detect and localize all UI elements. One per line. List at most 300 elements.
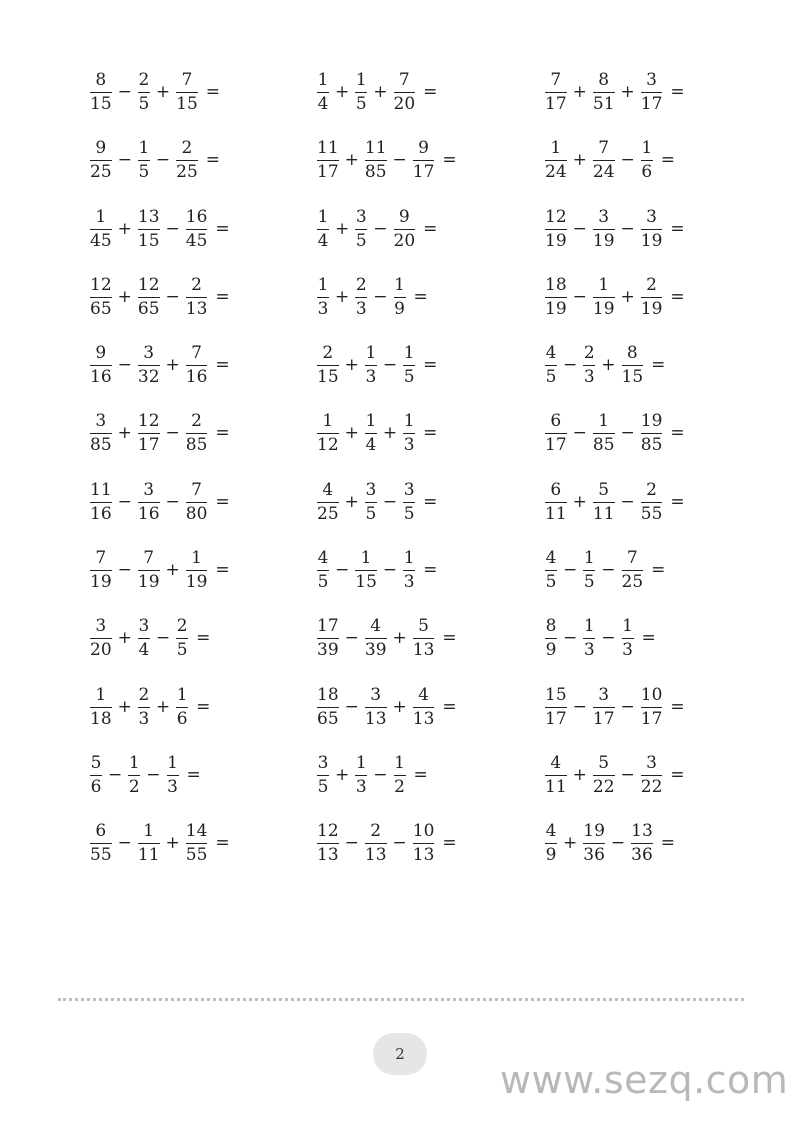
problem: [543, 684, 685, 729]
denominator: 65: [317, 708, 339, 729]
operator: +: [392, 696, 407, 717]
operator: −: [620, 491, 635, 512]
operator: −: [563, 355, 578, 376]
numerator: 1: [622, 616, 633, 637]
equals-sign: =: [442, 150, 457, 171]
denominator: 17: [545, 435, 567, 456]
problem: [88, 479, 230, 524]
operator: +: [572, 82, 587, 102]
fraction: [315, 140, 341, 181]
operator: −: [146, 764, 161, 785]
fraction: [184, 479, 210, 524]
numerator: 9: [95, 138, 107, 159]
problem: [315, 345, 437, 386]
fraction: [353, 72, 369, 113]
fraction: [639, 479, 665, 524]
numerator: 12: [545, 206, 567, 227]
equals-sign: =: [423, 423, 438, 444]
numerator: 8: [95, 70, 107, 90]
equals-sign: =: [670, 696, 685, 717]
denominator: 55: [185, 845, 208, 866]
operator: −: [117, 82, 132, 102]
numerator: 1: [191, 548, 202, 569]
denominator: 39: [317, 640, 339, 661]
fraction: [411, 684, 437, 729]
problem: [315, 823, 457, 864]
fraction: [174, 684, 190, 729]
denominator: 85: [185, 435, 208, 456]
denominator: 13: [412, 708, 435, 729]
denominator: 45: [185, 230, 208, 251]
equals-sign: =: [215, 491, 230, 512]
problem: [315, 479, 438, 524]
operator: −: [165, 286, 180, 307]
fraction: [174, 140, 200, 181]
fraction: [315, 413, 341, 454]
operator: −: [117, 355, 132, 376]
equals-sign: =: [186, 764, 201, 785]
equals-sign: =: [215, 218, 230, 239]
denominator: 25: [176, 162, 198, 183]
numerator: 19: [640, 411, 663, 432]
numerator: 7: [95, 548, 107, 569]
numerator: 5: [418, 616, 429, 637]
numerator: 1: [138, 138, 150, 159]
numerator: 5: [598, 752, 610, 773]
equals-sign: =: [423, 560, 438, 581]
fraction: [639, 752, 665, 797]
numerator: 2: [370, 821, 382, 842]
problem: [543, 479, 685, 524]
equals-sign: =: [670, 286, 685, 307]
denominator: 19: [185, 572, 208, 593]
numerator: 2: [646, 479, 657, 500]
denominator: 32: [137, 367, 160, 388]
fraction: [411, 140, 437, 181]
fraction: [639, 72, 665, 113]
fraction: [363, 823, 389, 864]
problem: [543, 72, 685, 113]
fraction: [136, 140, 152, 181]
fraction: [591, 206, 617, 251]
operator: −: [108, 764, 123, 785]
numerator: 13: [631, 821, 653, 842]
operator: +: [117, 423, 132, 444]
fraction: [401, 413, 417, 454]
equals-sign: =: [215, 833, 230, 854]
numerator: 5: [90, 752, 102, 773]
fraction: [543, 684, 569, 729]
fraction: [401, 345, 417, 386]
operator: +: [572, 150, 587, 171]
operator: −: [117, 150, 132, 171]
fraction: [543, 823, 559, 864]
fraction: [88, 72, 114, 113]
operator: +: [117, 696, 132, 717]
denominator: 18: [90, 708, 112, 729]
denominator: 3: [403, 572, 415, 593]
equals-sign: =: [423, 491, 438, 512]
fraction: [591, 684, 617, 729]
fraction: [88, 618, 114, 659]
problem-row: [0, 132, 800, 200]
fraction: [543, 72, 569, 113]
numerator: 6: [95, 821, 107, 842]
operator: −: [620, 150, 635, 171]
operator: +: [572, 491, 587, 512]
denominator: 17: [317, 162, 339, 183]
numerator: 7: [626, 548, 638, 569]
equals-sign: =: [413, 286, 428, 307]
problem: [315, 274, 428, 319]
numerator: 6: [550, 411, 562, 432]
equals-sign: =: [215, 355, 230, 376]
numerator: 2: [355, 274, 367, 295]
fraction: [591, 413, 617, 454]
equals-sign: =: [641, 628, 656, 649]
equals-sign: =: [196, 696, 211, 717]
operator: +: [335, 764, 350, 785]
problem: [88, 274, 230, 319]
fraction: [581, 618, 597, 659]
numerator: 9: [95, 343, 107, 364]
numerator: 7: [398, 70, 410, 90]
denominator: 19: [592, 230, 615, 251]
denominator: 9: [394, 298, 405, 319]
operator: −: [382, 355, 398, 376]
denominator: 4: [317, 94, 329, 114]
denominator: 5: [403, 503, 415, 524]
problem: [88, 206, 230, 251]
problem: [543, 274, 685, 319]
numerator: 1: [95, 684, 107, 705]
operator: +: [344, 491, 359, 512]
fraction: [401, 479, 417, 524]
denominator: 5: [583, 572, 595, 593]
problem: [315, 752, 428, 797]
numerator: 1: [95, 206, 107, 227]
numerator: 10: [412, 821, 435, 842]
operator: +: [344, 355, 359, 376]
denominator: 15: [90, 94, 112, 114]
operator: +: [335, 286, 350, 307]
numerator: 2: [646, 274, 657, 295]
denominator: 13: [185, 298, 208, 319]
operator: −: [572, 218, 587, 239]
fraction: [620, 618, 636, 659]
numerator: 11: [317, 138, 339, 159]
operator: −: [620, 764, 635, 785]
fraction: [411, 823, 437, 864]
denominator: 3: [138, 708, 150, 729]
numerator: 2: [138, 684, 150, 705]
numerator: 1: [365, 343, 377, 364]
fraction: [353, 752, 369, 797]
problem-row: [0, 815, 800, 883]
problem: [88, 684, 211, 729]
numerator: 1: [360, 548, 372, 569]
problem: [88, 72, 220, 113]
denominator: 3: [365, 367, 377, 388]
problem-row: [0, 269, 800, 337]
equals-sign: =: [413, 764, 428, 785]
fraction: [639, 274, 665, 319]
numerator: 17: [317, 616, 339, 637]
operator: −: [563, 560, 578, 581]
fraction: [88, 413, 114, 454]
fraction: [88, 479, 114, 524]
fraction: [88, 550, 114, 591]
numerator: 8: [626, 343, 638, 364]
equals-sign: =: [670, 218, 685, 239]
denominator: 85: [90, 435, 112, 456]
denominator: 5: [545, 572, 557, 593]
denominator: 19: [137, 572, 160, 593]
denominator: 11: [137, 845, 160, 866]
numerator: 2: [322, 343, 334, 364]
numerator: 1: [355, 70, 367, 90]
numerator: 8: [545, 616, 557, 637]
problem: [88, 550, 230, 591]
fraction: [591, 274, 617, 319]
equals-sign: =: [651, 355, 666, 376]
fraction: [639, 684, 665, 729]
problem: [315, 206, 438, 251]
fraction: [581, 823, 607, 864]
equals-sign: =: [205, 150, 221, 171]
numerator: 7: [181, 70, 193, 90]
fraction: [591, 479, 617, 524]
numerator: 1: [167, 752, 178, 773]
denominator: 17: [545, 94, 567, 114]
operator: −: [572, 696, 587, 717]
operator: −: [620, 423, 635, 444]
fraction: [392, 274, 408, 319]
fraction: [363, 345, 379, 386]
fraction: [543, 550, 559, 591]
fraction: [315, 550, 331, 591]
problem-row: [0, 542, 800, 610]
problem-row: [0, 201, 800, 269]
denominator: 65: [137, 298, 160, 319]
denominator: 25: [90, 162, 112, 183]
operator: +: [344, 150, 359, 171]
watermark: www.sezq.com: [500, 1058, 789, 1102]
numerator: 5: [598, 479, 610, 500]
denominator: 80: [185, 503, 208, 524]
denominator: 9: [545, 845, 557, 866]
operator: −: [572, 423, 587, 444]
dotted-divider: [58, 998, 744, 1001]
denominator: 19: [90, 572, 112, 593]
numerator: 3: [598, 206, 610, 227]
equals-sign: =: [670, 423, 685, 444]
denominator: 9: [545, 640, 557, 661]
operator: −: [373, 286, 388, 307]
operator: −: [117, 833, 132, 854]
fraction: [639, 206, 665, 251]
equals-sign: =: [442, 696, 457, 717]
numerator: 9: [398, 206, 410, 227]
numerator: 3: [646, 70, 657, 90]
fraction: [543, 413, 569, 454]
fraction: [543, 479, 569, 524]
fraction: [315, 684, 341, 729]
numerator: 1: [317, 274, 329, 295]
fraction: [543, 140, 569, 181]
numerator: 1: [403, 548, 415, 569]
operator: −: [601, 560, 616, 581]
fraction: [136, 72, 152, 113]
operator: +: [563, 833, 578, 854]
problem-row: [0, 679, 800, 747]
fraction: [363, 413, 379, 454]
numerator: 13: [137, 206, 160, 227]
fraction: [629, 823, 655, 864]
fraction: [136, 618, 152, 659]
denominator: 3: [403, 435, 415, 456]
operator: +: [165, 560, 180, 581]
numerator: 3: [365, 479, 377, 500]
operator: −: [392, 833, 407, 854]
operator: −: [620, 218, 635, 239]
numerator: 4: [370, 616, 382, 637]
numerator: 7: [143, 548, 155, 569]
numerator: 16: [185, 206, 208, 227]
operator: −: [117, 560, 132, 581]
numerator: 4: [545, 821, 557, 842]
numerator: 4: [545, 548, 557, 569]
equals-sign: =: [423, 218, 438, 239]
fraction: [392, 72, 418, 113]
fraction: [543, 618, 559, 659]
operator: −: [382, 491, 398, 512]
fraction: [543, 274, 569, 319]
operator: +: [165, 833, 180, 854]
numerator: 8: [598, 70, 610, 90]
numerator: 7: [598, 138, 610, 159]
equals-sign: =: [660, 150, 676, 171]
denominator: 85: [364, 162, 387, 183]
numerator: 19: [583, 821, 605, 842]
fraction: [184, 345, 210, 386]
problem-row: [0, 337, 800, 405]
operator: −: [344, 696, 359, 717]
denominator: 11: [545, 503, 567, 524]
operator: −: [373, 764, 388, 785]
operator: −: [155, 628, 171, 649]
fraction: [136, 206, 162, 251]
denominator: 16: [137, 503, 160, 524]
numerator: 3: [95, 411, 107, 432]
fraction: [315, 618, 341, 659]
problem: [315, 72, 437, 113]
operator: +: [117, 286, 132, 307]
numerator: 12: [317, 821, 339, 842]
denominator: 24: [545, 162, 567, 183]
denominator: 6: [90, 776, 102, 797]
numerator: 1: [598, 274, 610, 295]
denominator: 22: [640, 776, 663, 797]
denominator: 5: [403, 367, 415, 388]
operator: −: [344, 833, 359, 854]
numerator: 1: [355, 752, 367, 773]
denominator: 51: [592, 94, 615, 114]
numerator: 1: [598, 411, 610, 432]
equals-sign: =: [660, 833, 676, 854]
numerator: 4: [317, 548, 329, 569]
equals-sign: =: [442, 628, 457, 649]
denominator: 20: [393, 230, 416, 251]
operator: +: [155, 696, 171, 717]
numerator: 6: [550, 479, 562, 500]
numerator: 1: [583, 616, 595, 637]
numerator: 2: [181, 138, 193, 159]
fraction: [639, 413, 665, 454]
numerator: 3: [370, 684, 382, 705]
fraction: [392, 752, 408, 797]
operator: −: [165, 218, 180, 239]
denominator: 16: [185, 367, 208, 388]
numerator: 3: [646, 752, 657, 773]
denominator: 5: [317, 572, 329, 593]
problem: [315, 550, 437, 591]
numerator: 3: [646, 206, 657, 227]
problem-row: [0, 405, 800, 473]
operator: +: [117, 218, 132, 239]
denominator: 2: [128, 776, 140, 797]
problem: [88, 345, 230, 386]
denominator: 5: [176, 640, 188, 661]
fraction: [315, 274, 331, 319]
denominator: 85: [592, 435, 615, 456]
denominator: 11: [592, 503, 615, 524]
fraction: [581, 345, 597, 386]
numerator: 3: [143, 343, 155, 364]
denominator: 4: [138, 640, 150, 661]
fraction: [620, 550, 646, 591]
denominator: 19: [545, 298, 567, 319]
denominator: 17: [592, 708, 615, 729]
fraction: [88, 823, 114, 864]
operator: +: [344, 423, 359, 444]
fraction: [184, 274, 210, 319]
denominator: 5: [545, 367, 557, 388]
equals-sign: =: [651, 560, 666, 581]
numerator: 1: [550, 138, 562, 159]
operator: +: [382, 423, 398, 444]
numerator: 4: [322, 479, 334, 500]
equals-sign: =: [205, 82, 221, 102]
numerator: 1: [317, 206, 329, 227]
numerator: 12: [90, 274, 112, 295]
denominator: 12: [317, 435, 339, 456]
fraction: [543, 206, 569, 251]
denominator: 19: [592, 298, 615, 319]
denominator: 39: [364, 640, 387, 661]
fraction: [88, 206, 114, 251]
equals-sign: =: [670, 82, 685, 102]
problem: [543, 413, 685, 454]
denominator: 11: [545, 776, 567, 797]
operator: −: [117, 491, 132, 512]
denominator: 3: [355, 298, 367, 319]
denominator: 55: [640, 503, 663, 524]
operator: −: [601, 628, 616, 649]
fraction: [353, 550, 379, 591]
denominator: 13: [364, 845, 387, 866]
denominator: 5: [138, 94, 150, 114]
